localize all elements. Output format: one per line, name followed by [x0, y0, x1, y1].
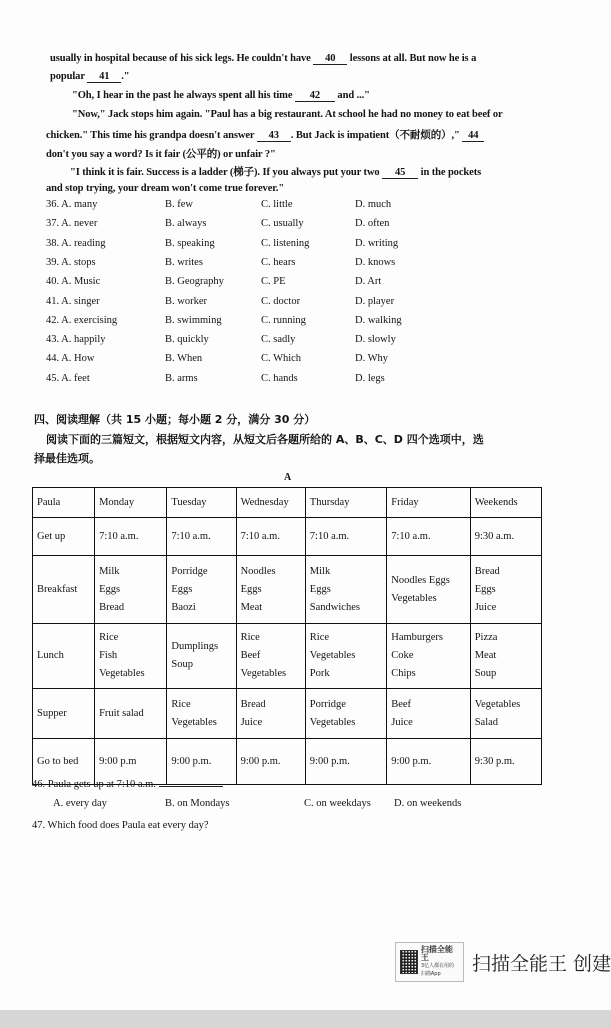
option-38-a: 38. A. reading — [46, 237, 106, 249]
cell-item: Vegetables — [391, 592, 437, 604]
cell-item: 9:00 p.m. — [171, 755, 212, 767]
cell-item: 7:10 a.m. — [99, 530, 139, 542]
cell-item: Eggs — [309, 583, 331, 595]
option-43-c: C. sadly — [261, 334, 296, 346]
passage-text: usually in hospital because of his sick — [50, 53, 215, 64]
passage-line-3 — [72, 90, 370, 102]
option-38-b: B. speaking — [165, 237, 215, 249]
cell-item: 9:00 p.m. — [240, 755, 281, 767]
table-cell — [305, 739, 386, 785]
passage-text: and ..." — [334, 90, 370, 101]
table-row — [33, 556, 542, 624]
cell-item: Sandwiches — [309, 601, 360, 613]
option-42-c: C. running — [261, 314, 306, 326]
passage-line-2 — [50, 71, 130, 83]
cell-item: Vegetables — [309, 650, 356, 661]
option-44-d: D. Why — [355, 353, 389, 365]
option-41-a: 41. A. singer — [46, 295, 100, 307]
option-43-a: 43. A. happily — [46, 334, 106, 346]
table-header-cell: Monday — [95, 488, 167, 518]
passage-text: . He couldn't have — [231, 53, 314, 64]
option-45-d: D. legs — [355, 372, 385, 384]
option-45-a: 45. A. feet — [46, 372, 90, 384]
blank-42: 42 — [295, 90, 335, 102]
passage-text: "I think it is fair. Success is a ladder (梯子). If you always put your two — [70, 167, 383, 178]
option-41-d: D. player — [355, 295, 395, 307]
option-38-c: C. listening — [261, 237, 310, 249]
table-cell — [95, 739, 167, 785]
cell-item: Beef — [240, 650, 261, 661]
option-45-c: C. hands — [261, 372, 298, 384]
passage-text: popular — [50, 71, 88, 82]
passage-text: in the pockets — [418, 167, 482, 178]
cell-item: Bread — [474, 565, 500, 577]
table-cell — [167, 739, 236, 785]
table-row — [33, 689, 542, 739]
option-40-c: C. PE — [261, 276, 286, 288]
cell-item: Rice — [240, 632, 260, 643]
cell-item: Soup — [474, 668, 497, 679]
cell-item: Bread — [99, 601, 125, 613]
cell-item: Vegetables — [240, 668, 287, 679]
passage-line-4: "Now," Jack stops him again. "Paul has a big restaurant. At school he had no money to eat beef or — [72, 109, 503, 120]
passage-label: A — [284, 472, 292, 483]
option-36-b: B. few — [165, 199, 193, 210]
cell-item: 7:10 a.m. — [171, 530, 211, 542]
cell-item: Bread — [240, 698, 266, 710]
qr-code-icon — [400, 950, 418, 974]
cell-item: Porridge — [309, 698, 346, 710]
option-40-d: D. Art — [355, 276, 382, 288]
row-label: Lunch — [33, 624, 95, 689]
cell-item: Rice — [171, 698, 191, 710]
table-header-cell: Wednesday — [236, 488, 305, 518]
option-46-a: A. every day — [53, 798, 107, 809]
bottom-bar — [0, 1010, 611, 1028]
cell-item: Beef — [391, 698, 412, 710]
table-cell — [305, 624, 386, 689]
passage-line-8: and stop trying, your dream won't come true forever." — [46, 183, 285, 194]
option-37-a: 37. A. never — [46, 218, 98, 230]
answer-blank — [159, 786, 223, 787]
row-label: Breakfast — [33, 556, 95, 624]
cell-item: Salad — [474, 716, 499, 728]
cell-item: Juice — [391, 716, 413, 728]
table-header-cell: Friday — [387, 488, 470, 518]
table-cell — [387, 556, 470, 624]
question-stem: 46. Paula gets up at 7:10 a.m. — [32, 779, 159, 790]
option-42-b: B. swimming — [165, 314, 222, 326]
cell-item: Pizza — [474, 632, 498, 643]
option-37-c: C. usually — [261, 218, 304, 230]
passage-line-5 — [46, 127, 484, 142]
option-41-c: C. doctor — [261, 295, 301, 307]
table-cell — [305, 518, 386, 556]
passage-line-6: don't you say a word? Is it fair (公平的) or unfair ?" — [46, 149, 276, 160]
option-44-c: C. Which — [261, 353, 302, 365]
camscanner-watermark — [395, 938, 611, 986]
cell-item: Rice — [309, 632, 330, 643]
cell-item: Vegetables — [309, 716, 356, 728]
table-cell — [236, 689, 305, 739]
cell-item: Vegetables — [474, 698, 521, 710]
table-cell — [236, 624, 305, 689]
cell-item: Vegetables — [171, 716, 217, 728]
cell-item: Baozi — [171, 601, 196, 613]
option-41-b: B. worker — [165, 295, 207, 307]
cell-item: Milk — [99, 565, 120, 577]
table-cell — [95, 556, 167, 624]
passage-text: . But Jack is impatient（不耐烦的）," — [290, 130, 463, 141]
passage-line-7 — [70, 164, 481, 179]
table-cell — [236, 556, 305, 624]
option-37-d: D. often — [355, 218, 390, 230]
cell-item: Chips — [391, 668, 416, 679]
option-44-b: B. When — [165, 353, 203, 365]
passage-text: "Oh, I hear in the past he always spent all his time — [72, 90, 295, 101]
table-row — [33, 518, 542, 556]
cell-item: Eggs — [474, 583, 496, 595]
cell-item: Porridge — [171, 565, 208, 577]
option-37-b: B. always — [165, 218, 207, 230]
cell-item: Noodles Eggs — [391, 574, 450, 586]
table-cell — [236, 518, 305, 556]
passage-text: legs — [214, 53, 232, 64]
cell-item: Noodles — [240, 565, 276, 577]
table-cell — [167, 518, 236, 556]
cell-item: Eggs — [240, 583, 262, 595]
cell-item: Dumplings — [171, 641, 219, 652]
table-cell — [470, 518, 541, 556]
table-cell — [305, 556, 386, 624]
table-cell — [167, 556, 236, 624]
option-46-b: B. on Mondays — [165, 798, 230, 809]
option-39-b: B. writes — [165, 256, 203, 268]
blank-45: 45 — [382, 167, 418, 179]
table-cell — [470, 689, 541, 739]
cell-item: 9:00 p.m. — [309, 755, 350, 767]
option-36-c: C. little — [261, 199, 293, 210]
row-label: Supper — [33, 689, 95, 739]
option-40-a: 40. A. Music — [46, 276, 101, 288]
option-39-c: C. hears — [261, 256, 296, 268]
cell-item: 7:10 a.m. — [391, 530, 431, 542]
table-cell — [95, 689, 167, 739]
table-cell — [387, 739, 470, 785]
blank-43: 43 — [257, 130, 291, 142]
option-43-b: B. quickly — [165, 334, 209, 346]
camscanner-logo — [395, 942, 464, 982]
table-header-cell: Thursday — [305, 488, 386, 518]
table-row — [33, 739, 542, 785]
cell-item: Soup — [171, 659, 193, 670]
cell-item: Rice — [99, 632, 119, 643]
table-cell — [470, 624, 541, 689]
watermark-text: 扫描全能王 创建 — [471, 952, 611, 975]
option-43-d: D. slowly — [355, 334, 396, 346]
section-instructions: 阅读下面的三篇短文，根据短文内容，从短文后各题所给的 A、B、C、D 四个选项中，选 — [46, 433, 484, 446]
cell-item: Milk — [309, 565, 331, 577]
logo-title: 扫描全能王 — [420, 945, 453, 962]
passage-line-1 — [50, 53, 476, 65]
question-47: 47. Which food does Paula eat every day? — [32, 820, 209, 831]
passage-text: chicken." This time his grandpa doesn't answer — [46, 130, 257, 141]
cell-item: Juice — [474, 601, 497, 613]
cell-item: Eggs — [99, 583, 121, 595]
option-39-a: 39. A. stops — [46, 256, 96, 268]
cell-item: Meat — [240, 601, 263, 613]
cell-item: 9:30 a.m. — [474, 530, 515, 542]
cell-item: 7:10 a.m. — [240, 530, 280, 542]
cell-item: Coke — [391, 650, 414, 661]
cell-item: 9:00 p.m — [99, 755, 137, 767]
table-cell — [95, 518, 167, 556]
schedule-table — [32, 487, 542, 785]
section-instructions-2: 择最佳选项。 — [34, 452, 100, 465]
blank-41: 41 — [87, 71, 121, 83]
option-45-b: B. arms — [165, 372, 198, 384]
cell-item: Fish — [99, 650, 118, 661]
row-label: Go to bed — [33, 739, 95, 785]
question-46 — [32, 779, 223, 790]
option-40-b: B. Geography — [165, 276, 224, 288]
table-cell — [387, 624, 470, 689]
option-42-a: 42. A. exercising — [46, 314, 118, 326]
cell-item: Fruit salad — [99, 707, 144, 719]
option-44-a: 44. A. How — [46, 353, 95, 365]
table-cell — [167, 689, 236, 739]
table-cell — [387, 689, 470, 739]
cell-item: 9:00 p.m. — [391, 755, 432, 767]
table-cell — [387, 518, 470, 556]
row-label: Get up — [33, 518, 95, 556]
option-39-d: D. knows — [355, 256, 396, 268]
table-cell — [95, 624, 167, 689]
table-header-cell: Paula — [33, 488, 95, 518]
blank-40: 40 — [313, 53, 347, 65]
option-42-d: D. walking — [355, 314, 402, 326]
option-46-c: C. on weekdays — [304, 798, 371, 809]
table-cell — [305, 689, 386, 739]
cell-item: Hamburgers — [391, 632, 443, 643]
table-row — [33, 624, 542, 689]
option-36-a: 36. A. many — [46, 199, 98, 210]
cell-item: Meat — [474, 650, 497, 661]
cell-item: Eggs — [171, 583, 193, 595]
logo-subtitle: 3亿人都在用的扫描App — [420, 963, 455, 977]
cell-item: Juice — [240, 716, 263, 728]
passage-text: ." — [121, 71, 130, 82]
table-header-cell: Tuesday — [167, 488, 236, 518]
table-cell — [167, 624, 236, 689]
table-header-cell: Weekends — [470, 488, 541, 518]
cell-item: Pork — [309, 668, 330, 679]
table-cell — [470, 739, 541, 785]
cell-item: 9:30 p.m. — [474, 755, 515, 767]
option-36-d: D. much — [355, 199, 392, 210]
option-46-d: D. on weekends — [394, 798, 462, 809]
cell-item: 7:10 a.m. — [309, 530, 350, 542]
table-cell — [470, 556, 541, 624]
blank-44: 44 — [462, 130, 484, 142]
table-cell — [236, 739, 305, 785]
section-heading: 四、阅读理解（共 15 小题；每小题 2 分，满分 30 分） — [34, 413, 316, 426]
passage-text: lessons at all. But now he is a — [347, 53, 477, 64]
option-38-d: D. writing — [355, 237, 399, 249]
cell-item: Vegetables — [99, 668, 145, 679]
